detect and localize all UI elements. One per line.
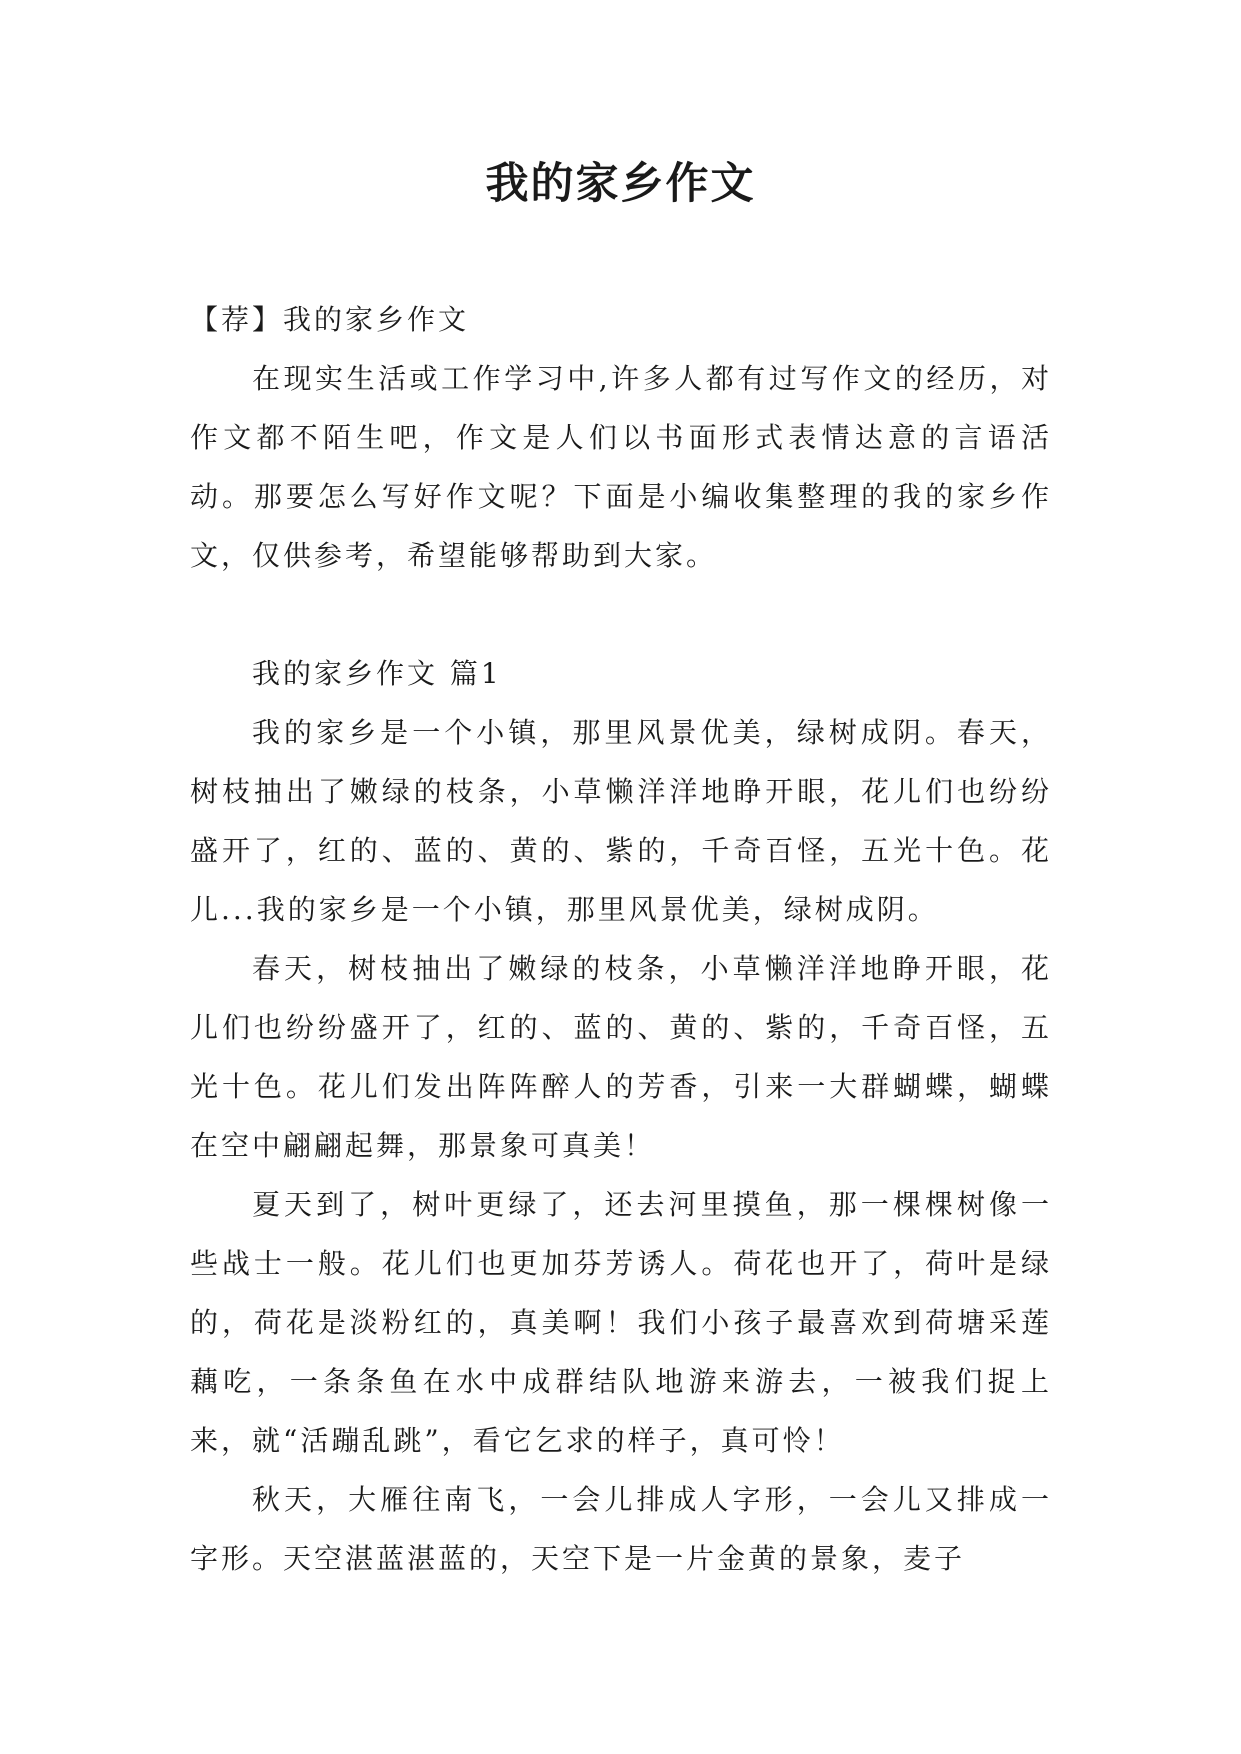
body-paragraph: 春天，树枝抽出了嫩绿的枝条，小草懒洋洋地睁开眼，花儿们也纷纷盛开了，红的、蓝的、黄的、紫的，千奇百怪，五光十色。花儿们发出阵阵醉人的芳香，引来一大群蝴蝶，蝴蝶在空中翩翩起舞，那景象可真美！ — [190, 952, 1052, 1162]
page-title: 我的家乡作文 — [485, 159, 756, 209]
section-heading: 我的家乡作文 篇1 — [252, 657, 502, 690]
body-paragraph: 秋天，大雁往南飞，一会儿排成人字形，一会儿又排成一字形。天空湛蓝湛蓝的，天空下是一片金黄的景象，麦子 — [190, 1483, 1052, 1575]
body-paragraph: 夏天到了，树叶更绿了，还去河里摸鱼，那一棵棵树像一些战士一般。花儿们也更加芬芳诱人。荷花也开了，荷叶是绿的，荷花是淡粉红的，真美啊！我们小孩子最喜欢到荷塘采莲藕吃，一条条鱼在水中成群结队地游来游去，一被我们捉上来，就“活蹦乱跳”，看它乞求的样子，真可怜！ — [190, 1188, 1052, 1457]
intro-paragraph: 在现实生活或工作学习中,许多人都有过写作文的经历，对作文都不陌生吧，作文是人们以书面形式表情达意的言语活动。那要怎么写好作文呢？下面是小编收集整理的我的家乡作文，仅供参考，希望能够帮助到大家。 — [190, 362, 1052, 572]
body-paragraph: 我的家乡是一个小镇，那里风景优美，绿树成阴。春天，树枝抽出了嫩绿的枝条，小草懒洋洋地睁开眼，花儿们也纷纷盛开了，红的、蓝的、黄的、紫的，千奇百怪，五光十色。花儿...我的家乡是一个小镇，那里风景优美，绿树成阴。 — [190, 716, 1052, 926]
section-spacer — [190, 585, 1052, 644]
document-subtitle: 【荐】我的家乡作文 — [190, 303, 470, 336]
document-body — [190, 290, 1052, 1588]
